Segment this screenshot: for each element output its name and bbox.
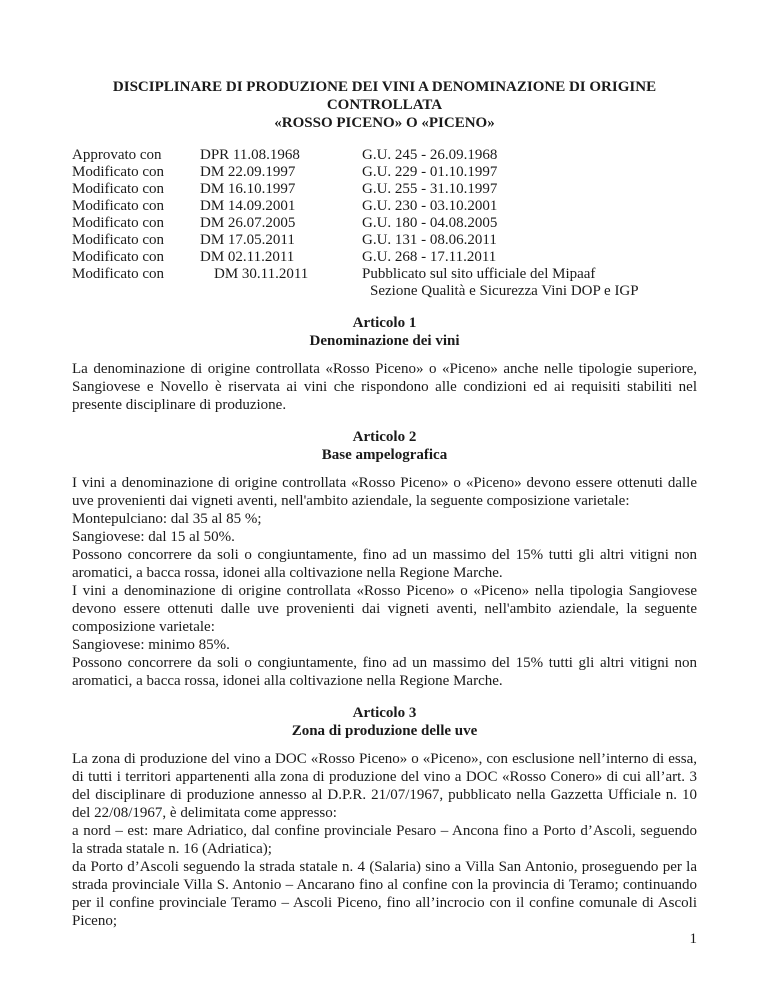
- article-3-paragraph: a nord – est: mare Adriatico, dal confine provinciale Pesaro – Ancona fino a Porto d’Ascoli, seguendo la strada statale n. 16 (Adriatica);: [72, 823, 697, 857]
- approval-action: Modificato con: [72, 232, 165, 248]
- document-title: [72, 78, 697, 132]
- approval-reference: [362, 266, 697, 300]
- approval-decree: DM 26.07.2005: [200, 215, 296, 231]
- approval-action: Modificato con: [72, 198, 165, 214]
- article-2-title: Base ampelografica: [321, 447, 448, 463]
- article-3: [72, 704, 697, 930]
- title-line-2: CONTROLLATA: [326, 97, 443, 113]
- approval-row: [72, 147, 697, 164]
- article-2-paragraph: Possono concorrere da soli o congiuntamente, fino ad un massimo del 15% tutti gli altri vitigni non aromatici, a bacca rossa, idonei alla coltivazione nella Regione Marche.: [72, 547, 697, 581]
- approval-action: Modificato con: [72, 164, 165, 180]
- approval-row: [72, 198, 697, 215]
- approval-reference: G.U. 230 - 03.10.2001: [362, 198, 498, 214]
- approval-action: Modificato con: [72, 181, 165, 197]
- article-3-heading: [72, 704, 697, 740]
- article-1-title: Denominazione dei vini: [309, 333, 460, 349]
- approval-reference: G.U. 131 - 08.06.2011: [362, 232, 497, 248]
- approval-reference-line-1: Pubblicato sul sito ufficiale del Mipaaf: [362, 266, 596, 282]
- approval-decree: DPR 11.08.1968: [200, 147, 300, 163]
- article-2-paragraph: I vini a denominazione di origine controllata «Rosso Piceno» o «Piceno» devono essere ottenuti dalle uve provenienti dai vigneti aventi, nell'ambito aziendale, la seguente composizione varietale:: [72, 475, 697, 509]
- article-2-paragraph: Possono concorrere da soli o congiuntamente, fino ad un massimo del 15% tutti gli altri vitigni non aromatici, a bacca rossa, idonei alla coltivazione nella Regione Marche.: [72, 655, 697, 689]
- approval-decree: DM 16.10.1997: [200, 181, 296, 197]
- article-1-paragraph: La denominazione di origine controllata «Rosso Piceno» o «Piceno» anche nelle tipologie superiore, Sangiovese e Novello è riservata ai vini che rispondono alle condizioni ed ai requisiti stabiliti nel presente disciplinare di produzione.: [72, 361, 697, 413]
- article-1-number: Articolo 1: [352, 315, 417, 331]
- approval-action: Modificato con: [72, 249, 165, 265]
- approval-row: [72, 215, 697, 232]
- approval-reference: G.U. 229 - 01.10.1997: [362, 164, 498, 180]
- approval-reference: G.U. 268 - 17.11.2011: [362, 249, 497, 265]
- approval-decree: DM 02.11.2011: [200, 249, 295, 265]
- article-1: [72, 314, 697, 414]
- article-3-paragraph: da Porto d’Ascoli seguendo la strada statale n. 4 (Salaria) sino a Villa San Antonio, proseguendo per la strada provinciale Villa S. Antonio – Ancarano fino al confine con la provincia di Teramo; continuando per il confine provinciale Teramo – Ascoli Piceno, fino all’incrocio con il confine comunale di Ascoli Piceno;: [72, 859, 697, 929]
- approval-row: [72, 266, 697, 300]
- approval-row: [72, 249, 697, 266]
- article-2-paragraph: I vini a denominazione di origine controllata «Rosso Piceno» o «Piceno» nella tipologia Sangiovese devono essere ottenuti dalle uve provenienti dai vigneti aventi, nell'ambito aziendale, la seguente composizione varietale:: [72, 583, 697, 635]
- article-2-paragraph: Montepulciano: dal 35 al 85 %;: [72, 511, 262, 527]
- approval-reference: G.U. 180 - 04.08.2005: [362, 215, 498, 231]
- approval-reference-line-2: Sezione Qualità e Sicurezza Vini DOP e IGP: [370, 283, 639, 299]
- approval-decree: DM 17.05.2011: [200, 232, 295, 248]
- approval-decree: DM 30.11.2011: [214, 266, 309, 282]
- approval-decree: DM 14.09.2001: [200, 198, 296, 214]
- approval-reference: G.U. 255 - 31.10.1997: [362, 181, 498, 197]
- approval-action: Modificato con: [72, 266, 165, 282]
- approval-row: [72, 164, 697, 181]
- article-2-paragraph: Sangiovese: dal 15 al 50%.: [72, 529, 235, 545]
- article-2-paragraph: Sangiovese: minimo 85%.: [72, 637, 230, 653]
- article-2-heading: [72, 428, 697, 464]
- page-number: 1: [689, 931, 697, 947]
- approval-action: Approvato con: [72, 147, 162, 163]
- approvals-table: [72, 147, 697, 300]
- approval-decree: DM 22.09.1997: [200, 164, 296, 180]
- article-1-heading: [72, 314, 697, 350]
- title-line-3: «ROSSO PICENO» O «PICENO»: [274, 115, 495, 131]
- approval-row: [72, 232, 697, 249]
- article-3-title: Zona di produzione delle uve: [291, 723, 478, 739]
- title-line-1: DISCIPLINARE DI PRODUZIONE DEI VINI A DENOMINAZIONE DI ORIGINE: [112, 79, 657, 95]
- article-3-number: Articolo 3: [352, 705, 417, 721]
- approval-row: [72, 181, 697, 198]
- article-2: [72, 428, 697, 690]
- article-3-paragraph: La zona di produzione del vino a DOC «Rosso Piceno» o «Piceno», con esclusione nell’interno di essa, di tutti i territori appartenenti alla zona di produzione del vino a DOC «Rosso Conero» di cui all’art. 3 del disciplinare di produzione annesso al D.P.R. 21/07/1967, pubblicato nella Gazzetta Ufficiale n. 10 del 22/08/1967, è delimitata come appresso:: [72, 751, 697, 821]
- approval-reference: G.U. 245 - 26.09.1968: [362, 147, 498, 163]
- approval-action: Modificato con: [72, 215, 165, 231]
- article-2-number: Articolo 2: [352, 429, 417, 445]
